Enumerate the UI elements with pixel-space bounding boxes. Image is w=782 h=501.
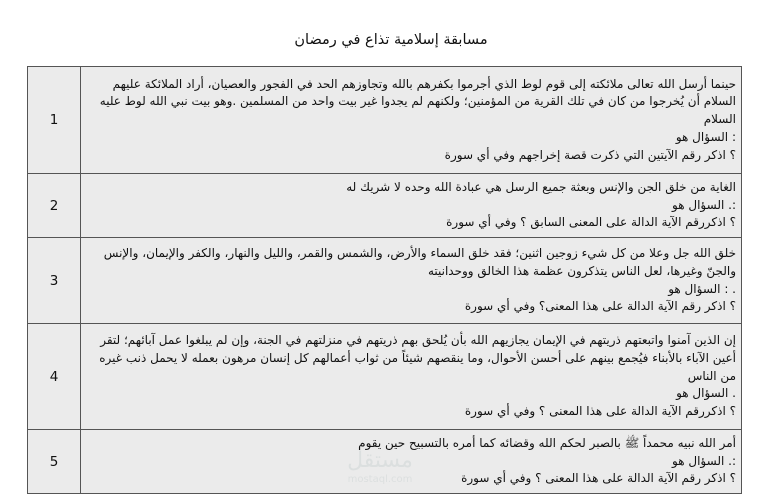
- question-context: حينما أرسل الله تعالى ملائكته إلى قوم لوط الذي أجرموا بكفرهم بالله وتجاوزهم الحد في الفجور والعصيان، أراد الملائكة عليهم السلام أن يُخرجوا من كان في تلك القرية من المؤمنين؛ ولكنهم لم يجدوا غير بيت واحد من المسلمين .وهو بيت نبي الله لوط عليه السلام: [99, 76, 736, 127]
- question-context: الغاية من خلق الجن والإنس وبعثة جميع الرسل هي عبادة الله وحده لا شريك له: [346, 179, 736, 194]
- question-text: ؟ اذكر رقم الآية الدالة على هذا المعنى؟ وفي أي سورة: [464, 299, 736, 314]
- question-label: : السؤال هو: [675, 129, 736, 144]
- table-row: [28, 324, 742, 430]
- question-text: ؟ اذكر رقم الآية الدالة على هذا المعنى ؟ وفي أي سورة: [461, 471, 736, 486]
- table-row: [28, 174, 742, 238]
- document-title: مسابقة إسلامية تذاع في رمضان: [294, 32, 488, 48]
- watermark-text: مستقل: [347, 448, 413, 473]
- question-text: ؟ اذكررقم الآية الدالة على المعنى السابق ؟ وفي أي سورة: [446, 215, 736, 230]
- question-label: :. السؤال هو: [672, 197, 736, 212]
- question-cell: [81, 67, 742, 174]
- table-row: [28, 67, 742, 174]
- row-number: 4: [28, 324, 81, 430]
- question-cell: [81, 238, 742, 324]
- questions-table: [27, 66, 742, 494]
- watermark-subtext: mostaql.com: [347, 474, 413, 485]
- question-label: :. السؤال هو: [672, 453, 736, 468]
- row-number: 1: [28, 67, 81, 174]
- question-cell: [81, 324, 742, 430]
- row-number: 3: [28, 238, 81, 324]
- row-number: 2: [28, 174, 81, 238]
- question-label: . السؤال هو: [676, 386, 736, 401]
- row-number: 5: [28, 430, 81, 494]
- question-text: ؟ اذكررقم الآية الدالة على هذا المعنى ؟ وفي أي سورة: [464, 404, 736, 419]
- question-context: أمر الله نبيه محمداً ﷺ بالصبر لحكم الله وقضائه كما أمره بالتسبيح حين يقوم: [358, 435, 736, 450]
- watermark-logo: [340, 448, 420, 492]
- question-cell: [81, 174, 742, 238]
- question-context: إن الذين آمنوا واتبعتهم ذريتهم في الإيمان يجازيهم الله بأن يُلحق بهم ذريتهم في منزلتهم في الجنة، وإن لم يبلغوا عمل آبائهم؛ لتقر أعين الآباء بالأبناء فيُجمع بينهم على أحسن الأحوال، وما ينقصهم شيئاً من ثواب أعمالهم كل إنسان مرهون بعمله لا يحمل ذنب غيره من الناس: [99, 333, 736, 383]
- table-row: [28, 238, 742, 324]
- question-text: ؟ اذكر رقم الآيتين التي ذكرت قصة إخراجهم وفي أي سورة: [444, 147, 736, 162]
- question-label: . : السؤال هو: [668, 281, 736, 296]
- question-context: خلق الله جل وعلا من كل شيء زوجين اثنين؛ فقد خلق السماء والأرض، والشمس والقمر، والليل والنهار، والكفر والإيمان، والإنس والجنّ وغيرها، لعل الناس يتذكرون عظمة هذا الخالق ووحدانيته: [103, 245, 736, 278]
